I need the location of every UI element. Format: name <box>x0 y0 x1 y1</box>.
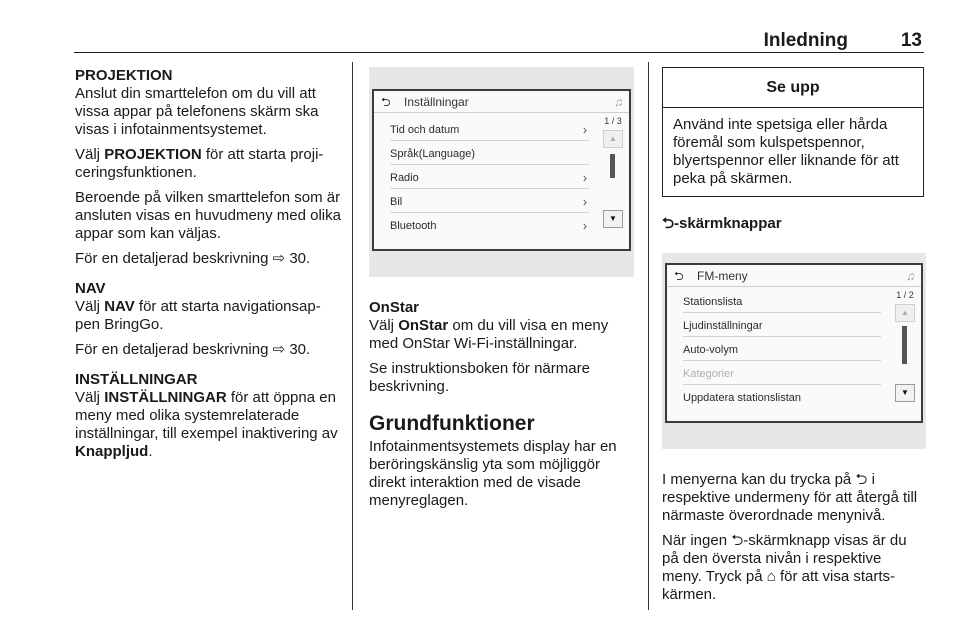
menu-item-label: Tid och datum <box>390 124 460 136</box>
page-indicator: 1 / 3 <box>604 116 622 126</box>
text-span: om du vill visa en meny med OnStar Wi-Fi-inställningar. <box>369 317 609 352</box>
scroll-track <box>603 148 623 210</box>
menu-item-label: Kategorier <box>683 368 734 380</box>
paragraph: Beroende på vilken smarttelefon som är ansluten visas en huvudmeny med olika appar som kan väljas. <box>75 189 341 242</box>
scroll-up-icon: ▲ <box>895 304 915 322</box>
text-span: för att öppna en meny med olika systemrelaterade inställningar, till exempel inaktivering av <box>75 389 338 442</box>
menu-item-label: Auto-volym <box>683 344 739 356</box>
chevron-right-icon: › <box>583 195 587 209</box>
page-reference: För en detaljerad beskrivning ⇨ 30. <box>75 341 311 358</box>
menu-item <box>390 141 589 165</box>
warning-body: Använd inte spetsiga eller hårda föremål som kulspetspennor, blyertspennor eller liknande för att peka på skärmen. <box>673 116 899 187</box>
section-heading: OnStar <box>369 299 420 316</box>
paragraph: Anslut din smarttelefon om du vill att vissa appar på telefonens skärm ska visas i infotainmentsystemet. <box>75 85 319 138</box>
scrollbar <box>895 289 915 402</box>
paragraph: Se instruktionsboken för närmare beskrivning. <box>369 360 590 395</box>
menu-item-label: Stationslista <box>683 296 743 308</box>
section-grundfunktioner <box>369 412 634 510</box>
text-span: . <box>148 443 153 460</box>
paragraph: Infotainmentsystemets display har en beröringskänslig yta som möjliggör direkt interaktion med de visade menyreglagen. <box>369 438 617 509</box>
warning-title: Se upp <box>663 68 923 108</box>
music-icon: ♫ <box>906 269 915 283</box>
scroll-down-icon: ▼ <box>895 384 915 402</box>
column-divider-1 <box>352 62 353 610</box>
text-span: Välj <box>369 317 399 334</box>
fm-menu-screen-illustration <box>662 253 926 449</box>
text-span: Välj <box>75 146 105 163</box>
paragraph <box>75 298 341 334</box>
column-divider-2 <box>648 62 649 610</box>
paragraph: I menyerna kan du trycka på ⮌ i respektive undermeny för att återgå till närmaste överordnade menynivå. <box>662 471 918 524</box>
back-icon: ⮌ <box>674 269 684 283</box>
paragraph: När ingen ⮌-skärmknapp visas är du på den översta nivån i respektive meny. Tryck på ⌂ för att visa starts-kärmen. <box>662 532 907 603</box>
paragraph <box>75 389 341 461</box>
screen-header <box>667 265 921 287</box>
section-heading-large: Grundfunktioner <box>369 412 535 435</box>
screen-title: FM-meny <box>697 269 748 283</box>
menu-item-label: Bil <box>390 196 403 208</box>
menu-item <box>390 189 589 213</box>
display-screen <box>372 89 631 251</box>
section-installningar <box>75 371 341 461</box>
display-screen <box>665 263 923 423</box>
menu-item <box>683 313 881 337</box>
column-1 <box>75 67 341 468</box>
paragraph <box>369 317 634 353</box>
screen-header <box>374 91 629 113</box>
menu-item-label: Uppdatera stationslistan <box>683 392 802 404</box>
text-span: Välj <box>75 298 105 315</box>
settings-screen-illustration <box>369 67 634 277</box>
bold-term: Knappljud <box>75 443 149 460</box>
page-indicator: 1 / 2 <box>896 290 914 300</box>
section-heading: INSTÄLLNINGAR <box>75 371 198 388</box>
menu-item-label: Språk(Language) <box>390 148 476 160</box>
scroll-up-icon: ▲ <box>603 130 623 148</box>
menu-item <box>390 165 589 189</box>
column-3 <box>662 67 924 611</box>
bold-term: INSTÄLLNINGAR <box>104 389 227 406</box>
bold-term: NAV <box>104 298 135 315</box>
text-span: Välj <box>75 389 105 406</box>
chevron-right-icon: › <box>583 123 587 137</box>
bold-term: OnStar <box>398 317 449 334</box>
section-projektion <box>75 67 341 268</box>
screen-title: Inställningar <box>404 95 469 109</box>
scroll-track <box>895 322 915 384</box>
page-header <box>74 27 924 53</box>
section-heading: NAV <box>75 280 106 297</box>
text-span: för att starta proji-ceringsfunktionen. <box>75 146 324 181</box>
chevron-right-icon: › <box>583 171 587 185</box>
scroll-thumb <box>902 326 907 364</box>
column-2 <box>369 67 634 517</box>
section-heading: PROJEKTION <box>75 67 173 84</box>
back-icon: ⮌ <box>381 95 391 109</box>
chapter-title: Inledning <box>763 30 848 51</box>
menu-item-label: Ljudinställningar <box>683 320 763 332</box>
bold-term: PROJEKTION <box>104 146 202 163</box>
text-span: för att starta navigationsap-pen BringGo. <box>75 298 321 333</box>
menu-item <box>390 117 589 141</box>
menu-item-disabled <box>683 361 881 385</box>
menu-item <box>683 385 881 409</box>
section-nav <box>75 280 341 359</box>
chevron-right-icon: › <box>583 219 587 233</box>
menu-item <box>390 213 589 237</box>
scroll-down-icon: ▼ <box>603 210 623 228</box>
menu-item-label: Radio <box>390 172 419 184</box>
section-onstar <box>369 299 634 396</box>
menu-item <box>683 289 881 313</box>
warning-box <box>662 67 924 197</box>
paragraph <box>75 146 341 182</box>
menu-item-label: Bluetooth <box>390 220 437 232</box>
scroll-thumb <box>610 154 615 178</box>
section-heading: ⮌-skärmknappar <box>662 215 782 232</box>
page-number: 13 <box>900 30 922 51</box>
music-icon: ♫ <box>614 95 623 109</box>
menu-item <box>683 337 881 361</box>
scrollbar <box>603 115 623 228</box>
page-reference: För en detaljerad beskrivning ⇨ 30. <box>75 250 311 267</box>
